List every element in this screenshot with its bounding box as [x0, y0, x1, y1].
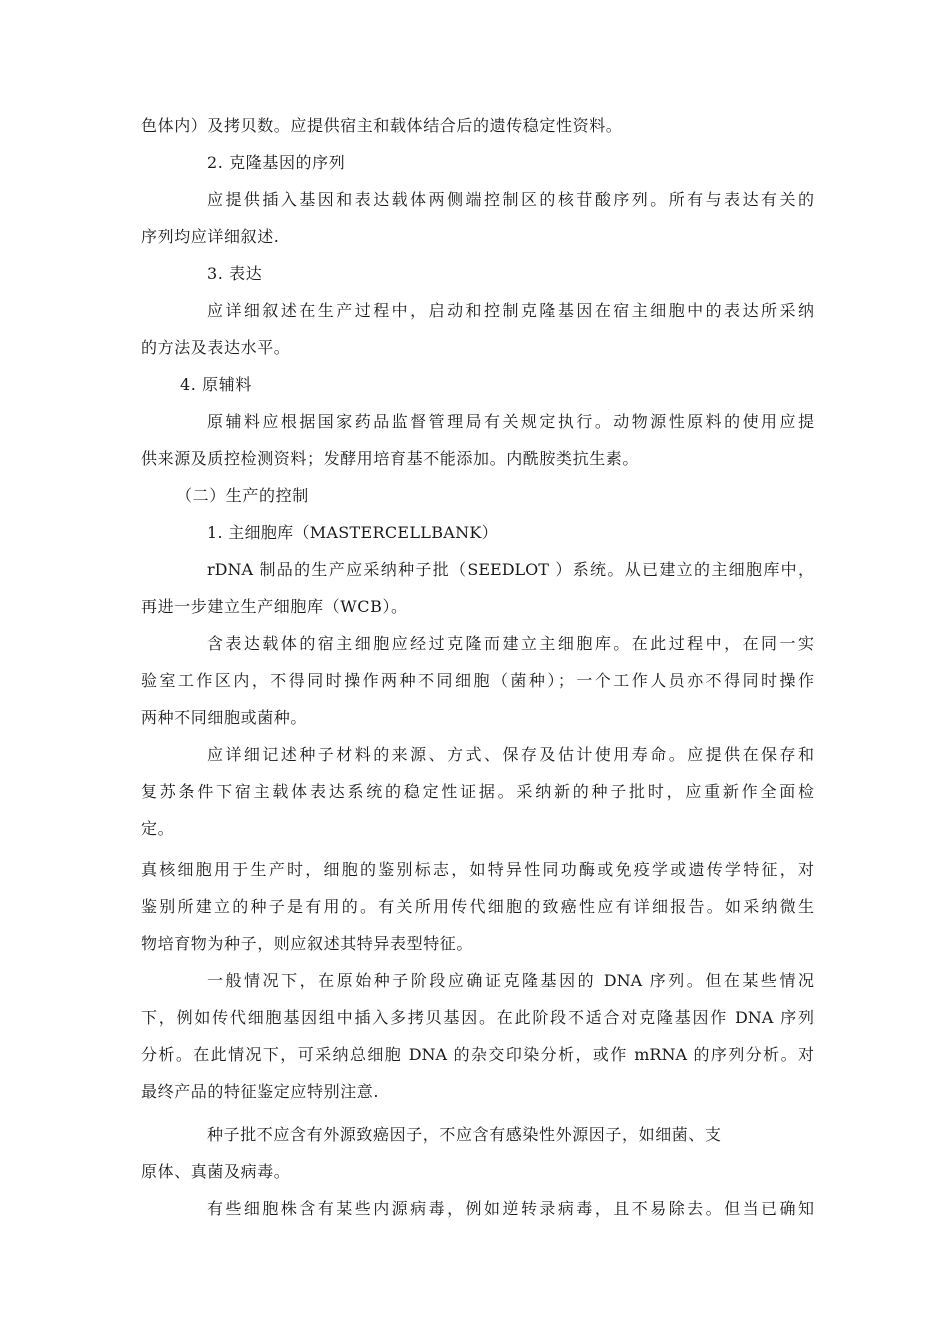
section-heading: 3. 表达 — [207, 264, 263, 283]
paragraph-first-line: 一般情况下，在原始种子阶段应确证克隆基因的 DNA 序列。但在某些情况 — [207, 971, 814, 990]
paragraph-first-line: 含表达载体的宿主细胞应经过克隆而建立主细胞库。在此过程中，在同一实 — [207, 634, 814, 653]
body-line: 序列均应详细叙述. — [141, 227, 280, 246]
body-line: 色体内）及拷贝数。应提供宿主和载体结合后的遗传稳定性资料。 — [141, 116, 623, 135]
paragraph-first-line: 应详细记述种子材料的来源、方式、保存及估计使用寿命。应提供在保存和 — [207, 745, 814, 764]
body-line: 定。 — [141, 819, 175, 838]
section-heading: 4. 原辅料 — [180, 375, 252, 394]
body-line: 供来源及质控检测资料；发酵用培育基不能添加。内酰胺类抗生素。 — [141, 449, 640, 468]
body-line: 复苏条件下宿主载体表达系统的稳定性证据。采纳新的种子批时，应重新作全面检 — [141, 782, 814, 801]
paragraph-first-line: 应详细叙述在生产过程中，启动和控制克隆基因在宿主细胞中的表达所采纳 — [207, 301, 814, 320]
paragraph-first-line: 应提供插入基因和表达载体两侧端控制区的核苷酸序列。所有与表达有关的 — [207, 190, 814, 209]
paragraph-first-line: rDNA 制品的生产应采纳种子批（SEEDLOT ）系统。从已建立的主细胞库中， — [207, 560, 814, 579]
body-line: 下，例如传代细胞基因组中插入多拷贝基因。在此阶段不适合对克隆基因作 DNA 序列 — [141, 1008, 814, 1027]
body-line: 两种不同细胞或菌种。 — [141, 708, 308, 727]
body-line: 鉴别所建立的种子是有用的。有关所用传代细胞的致癌性应有详细报告。如采纳微生 — [141, 897, 814, 916]
body-line: 的方法及表达水平。 — [141, 338, 291, 357]
section-heading: （二）生产的控制 — [176, 486, 309, 505]
paragraph-first-line: 原辅料应根据国家药品监督管理局有关规定执行。动物源性原料的使用应提 — [207, 412, 814, 431]
section-heading: 2. 克隆基因的序列 — [207, 153, 346, 172]
body-line: 原体、真菌及病毒。 — [141, 1162, 291, 1181]
body-line: 验室工作区内，不得同时操作两种不同细胞（菌种）；一个工作人员亦不得同时操作 — [141, 671, 814, 690]
body-line: 分析。在此情况下，可采纳总细胞 DNA 的杂交印染分析，或作 mRNA 的序列分析。对 — [141, 1045, 814, 1064]
body-line: 真核细胞用于生产时，细胞的鉴别标志，如特异性同功酶或免疫学或遗传学特征，对 — [141, 860, 814, 879]
subsection-heading: 1. 主细胞库（MASTERCELLBANK） — [207, 523, 498, 542]
body-line: 再进一步建立生产细胞库（WCB）。 — [141, 597, 408, 616]
body-line: 最终产品的特征鉴定应特别注意. — [141, 1082, 380, 1101]
paragraph-first-line: 种子批不应含有外源致癌因子，不应含有感染性外源因子，如细菌、支 — [207, 1125, 722, 1144]
body-line: 物培育物为种子，则应叙述其特异表型特征。 — [141, 934, 474, 953]
paragraph-first-line: 有些细胞株含有某些内源病毒，例如逆转录病毒，且不易除去。但当已确知 — [207, 1199, 814, 1218]
